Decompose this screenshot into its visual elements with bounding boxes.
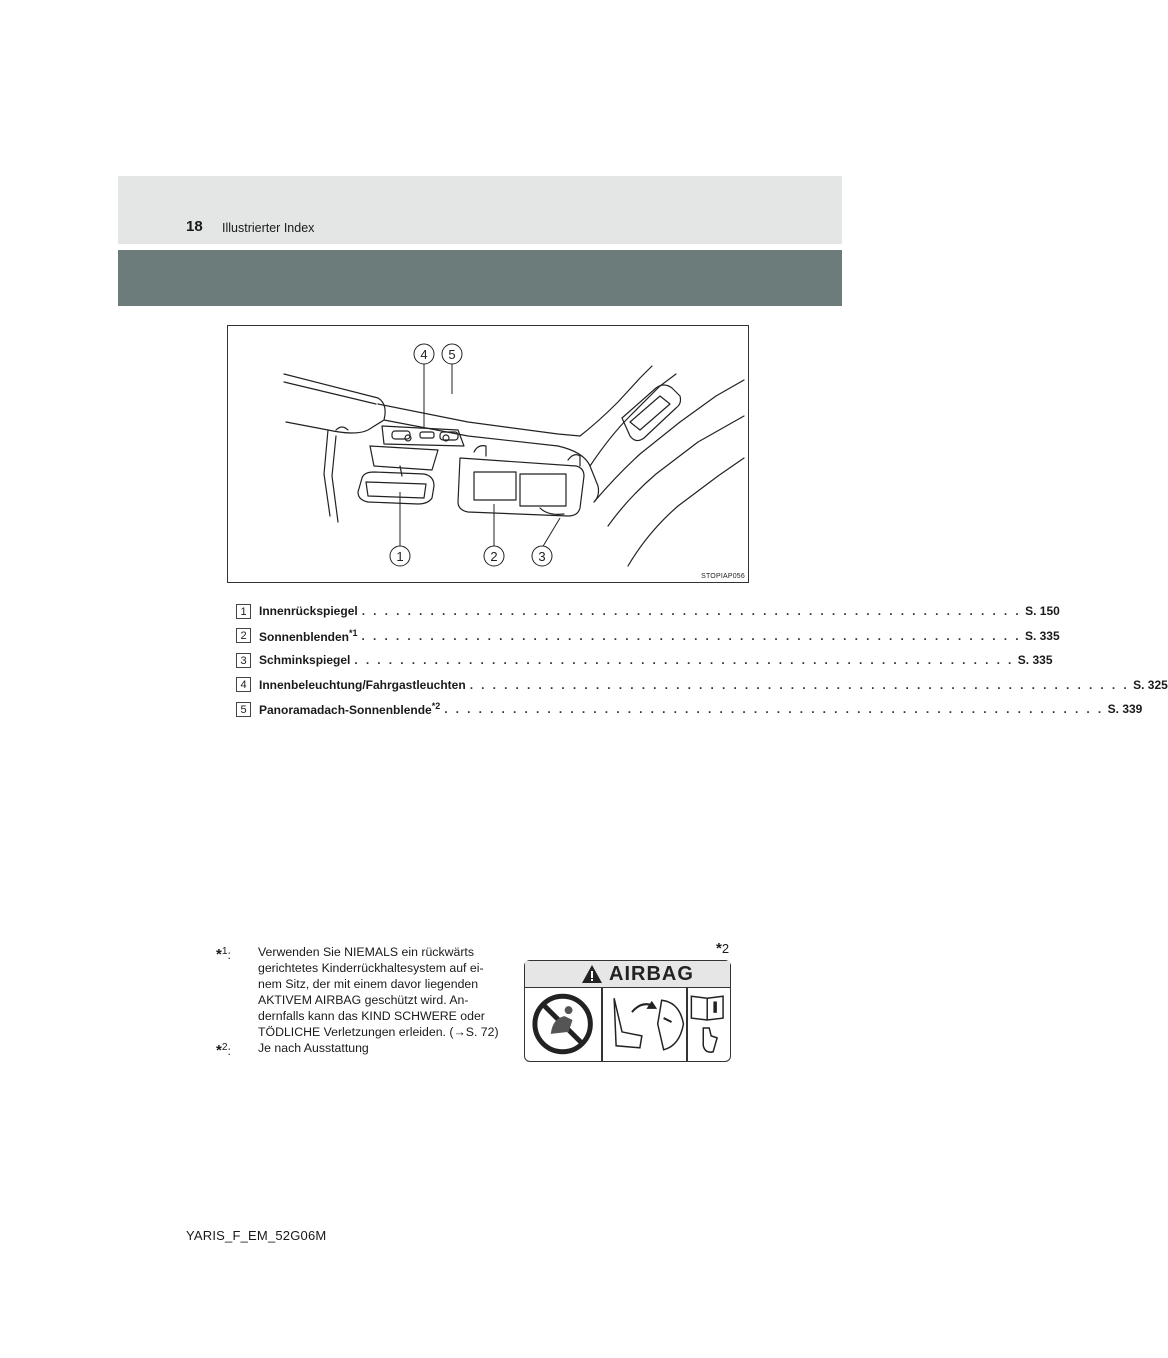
footnote-text: Verwenden Sie NIEMALS ein rückwärts gerichtetes Kinderrückhaltesystem auf ei-nem Sitz, der mit einem davor liegenden AKTIVEM AIRBAG geschützt wird. An-dernfalls kann das KIND SCHWERE oder TÖDLICHE Verletzungen erleiden. (→S. 72) xyxy=(258,945,499,1039)
index-item xyxy=(236,624,1060,649)
leader-dots: . . . . . . . . . . . . . . . . . . . . . . . . . . . . . . . . . . . . . . . . . . . . . . . . . . . . . . . . . . xyxy=(361,604,1022,619)
item-label: Panoramadach-Sonnenblende$^{*2}$ xyxy=(259,701,441,718)
footnote-text: Je nach Ausstattung xyxy=(258,1041,369,1055)
callout-4-label: 4 xyxy=(420,347,428,362)
airbag-warning-label xyxy=(524,960,731,1062)
item-number-box: 5 xyxy=(236,702,251,717)
callout-5-label: 5 xyxy=(448,347,456,362)
leader-dots: . . . . . . . . . . . . . . . . . . . . . . . . . . . . . . . . . . . . . . . . . . . . . . . . . . . . . . . . . . xyxy=(444,702,1104,717)
footnote-ref: *2 xyxy=(431,701,441,712)
footnotes xyxy=(216,944,506,1059)
section-title: Illustrierter Index xyxy=(222,221,315,235)
callout-2-label: 2 xyxy=(490,549,498,564)
owners-manual-icon xyxy=(691,996,723,1052)
leader-dots: . . . . . . . . . . . . . . . . . . . . . . . . . . . . . . . . . . . . . . . . . . . . . . . . . . . . . . . . . . xyxy=(354,653,1014,668)
no-rear-facing-seat-icon xyxy=(535,996,590,1051)
callout-3-label: 3 xyxy=(538,549,546,564)
leader-dots: . . . . . . . . . . . . . . . . . . . . . . . . . . . . . . . . . . . . . . . . . . . . . . . . . . . . . . . . . . xyxy=(469,677,1130,692)
index-item xyxy=(236,673,1168,698)
seat-airbag-icon xyxy=(614,998,683,1049)
item-label: Innenbeleuchtung/Fahrgastleuchten xyxy=(259,677,466,692)
document-code: YARIS_F_EM_52G06M xyxy=(186,1228,327,1243)
airbag-label-title: AIRBAG xyxy=(609,963,694,985)
index-item xyxy=(236,599,1060,624)
item-number-box: 3 xyxy=(236,653,251,668)
item-number-box: 1 xyxy=(236,604,251,619)
interior-roof-illustration xyxy=(227,325,749,583)
airbag-footnote-ref: *2 xyxy=(716,940,730,957)
item-label: Innenrückspiegel xyxy=(259,604,358,619)
figure-id-label: STOPIAP056 xyxy=(701,573,745,580)
callout-1-label: 1 xyxy=(396,549,404,564)
footnote-mark: *$^2$: xyxy=(216,1042,231,1060)
footnote-ref: *1 xyxy=(349,627,358,638)
warning-triangle-icon xyxy=(581,964,603,984)
footnote-1 xyxy=(216,944,506,1040)
page-reference[interactable]: S. 150 xyxy=(1025,604,1060,619)
page-reference[interactable]: S. 335 xyxy=(1017,653,1053,668)
page-reference[interactable]: S. 339 xyxy=(1107,702,1143,717)
airbag-pictograms xyxy=(525,988,730,1061)
page-reference[interactable]: S. 325 xyxy=(1133,677,1168,692)
item-number-box: 4 xyxy=(236,677,251,692)
roof-line-drawing xyxy=(228,326,748,582)
leader-dots: . . . . . . . . . . . . . . . . . . . . . . . . . . . . . . . . . . . . . . . . . . . . . . . . . . . . . . . . . . xyxy=(361,628,1021,643)
page-reference[interactable]: S. 335 xyxy=(1024,628,1060,643)
index-item xyxy=(236,697,1143,722)
footnote-2 xyxy=(216,1040,506,1059)
index-item xyxy=(236,648,1053,673)
item-number-box: 2 xyxy=(236,628,251,643)
footnote-mark: *$^1$: xyxy=(216,946,231,964)
section-banner xyxy=(118,250,842,306)
index-list xyxy=(236,599,1168,722)
airbag-label-header xyxy=(525,961,730,988)
page-number: 18 xyxy=(186,218,203,235)
item-label: Sonnenblenden$^{*1}$ xyxy=(259,627,358,644)
item-label: Schminkspiegel xyxy=(259,653,351,668)
